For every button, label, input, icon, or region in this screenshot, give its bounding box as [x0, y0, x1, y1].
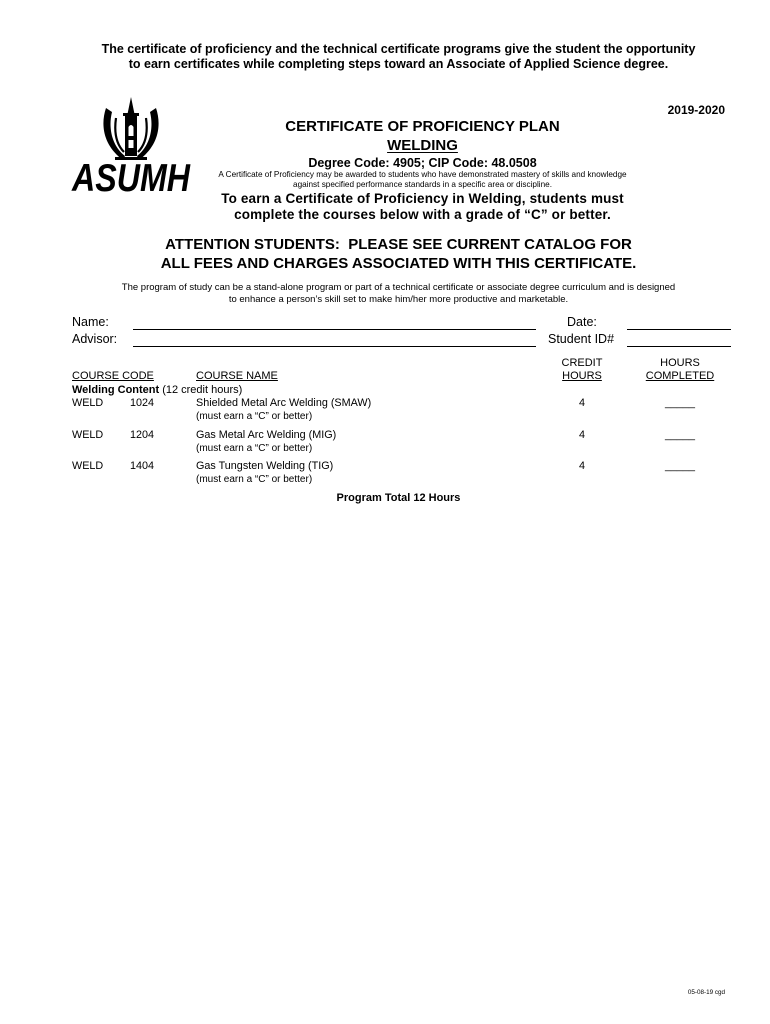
program-total: Program Total 12 Hours — [336, 492, 461, 504]
name-label: Name: — [72, 315, 109, 329]
advisor-label: Advisor: — [72, 332, 118, 346]
credit-header-top: CREDIT — [561, 357, 603, 369]
course-name: Shielded Metal Arc Welding (SMAW) — [196, 397, 372, 409]
program-name: WELDING — [387, 137, 458, 154]
student-id-label: Student ID# — [548, 332, 615, 346]
requirement-line-2: complete the courses below with a grade of “C” or better. — [234, 207, 611, 222]
credit-hours: 4 — [578, 429, 585, 441]
completed-header-bottom: COMPLETED — [645, 370, 715, 382]
intro-line-2: to earn certificates while completing steps toward an Associate of Applied Science degree. — [128, 57, 669, 71]
attention-line-2: ALL FEES AND CHARGES ASSOCIATED WITH THIS CERTIFICATE. — [160, 255, 637, 272]
table-row — [0, 460, 770, 488]
advisor-line — [133, 346, 536, 347]
date-line — [627, 329, 731, 330]
section-title: Welding Content — [72, 384, 160, 396]
completed-header-bottom-wrap — [640, 370, 720, 383]
revision-footer: 05-08-19 cgd — [687, 989, 725, 996]
course-number: 1024 — [130, 397, 155, 409]
credit-header-bottom-wrap — [542, 370, 622, 383]
degree-codes: Degree Code: 4905; CIP Code: 48.0508 — [308, 156, 537, 170]
credit-hours: 4 — [578, 397, 585, 409]
completed-header-top: HOURS — [660, 357, 700, 369]
credit-header-bottom: HOURS — [562, 370, 602, 382]
certificate-note-line-1: A Certificate of Proficiency may be awarded to students who have demonstrated mastery of skills and knowledge — [218, 170, 627, 179]
course-code-header: COURSE CODE — [72, 370, 154, 382]
hours-completed-blank: _____ — [664, 429, 696, 441]
hours-completed-blank: _____ — [664, 460, 696, 472]
logo-wordmark: ASUMH — [71, 157, 191, 200]
academic-year: 2019-2020 — [667, 103, 725, 117]
certificate-note-line-2: against specified performance standards in a specific area or discipline. — [293, 180, 552, 189]
description-line-2: to enhance a person’s skill set to make him/her more productive and marketable. — [228, 294, 569, 305]
table-row — [0, 429, 770, 457]
intro-line-1: The certificate of proficiency and the technical certificate programs give the student the opportunity — [101, 42, 696, 56]
hours-completed-blank: _____ — [664, 397, 696, 409]
course-grade-note: (must earn a “C” or better) — [196, 411, 313, 422]
course-name: Gas Tungsten Welding (TIG) — [196, 460, 334, 472]
course-number: 1204 — [130, 429, 155, 441]
name-line — [133, 329, 536, 330]
date-label: Date: — [567, 315, 597, 329]
course-number: 1404 — [130, 460, 155, 472]
course-name-header: COURSE NAME — [196, 370, 278, 382]
course-name: Gas Metal Arc Welding (MIG) — [196, 429, 337, 441]
attention-line-1: ATTENTION STUDENTS: PLEASE SEE CURRENT CATALOG FOR — [165, 236, 632, 253]
table-row — [0, 397, 770, 425]
credit-hours: 4 — [578, 460, 585, 472]
course-subject: WELD — [72, 429, 104, 441]
program-name-wrap — [120, 137, 725, 155]
course-grade-note: (must earn a “C” or better) — [196, 443, 313, 454]
course-grade-note: (must earn a “C” or better) — [196, 474, 313, 485]
description-line-1: The program of study can be a stand-alone program or part of a technical certificate or associate degree curriculum and is designed — [121, 282, 676, 293]
section-hours: (12 credit hours) — [162, 384, 243, 396]
certificate-title: CERTIFICATE OF PROFICIENCY PLAN — [285, 118, 560, 135]
section-heading — [72, 384, 242, 397]
student-id-line — [627, 346, 731, 347]
course-subject: WELD — [72, 460, 104, 472]
course-subject: WELD — [72, 397, 104, 409]
requirement-line-1: To earn a Certificate of Proficiency in Welding, students must — [221, 191, 624, 206]
